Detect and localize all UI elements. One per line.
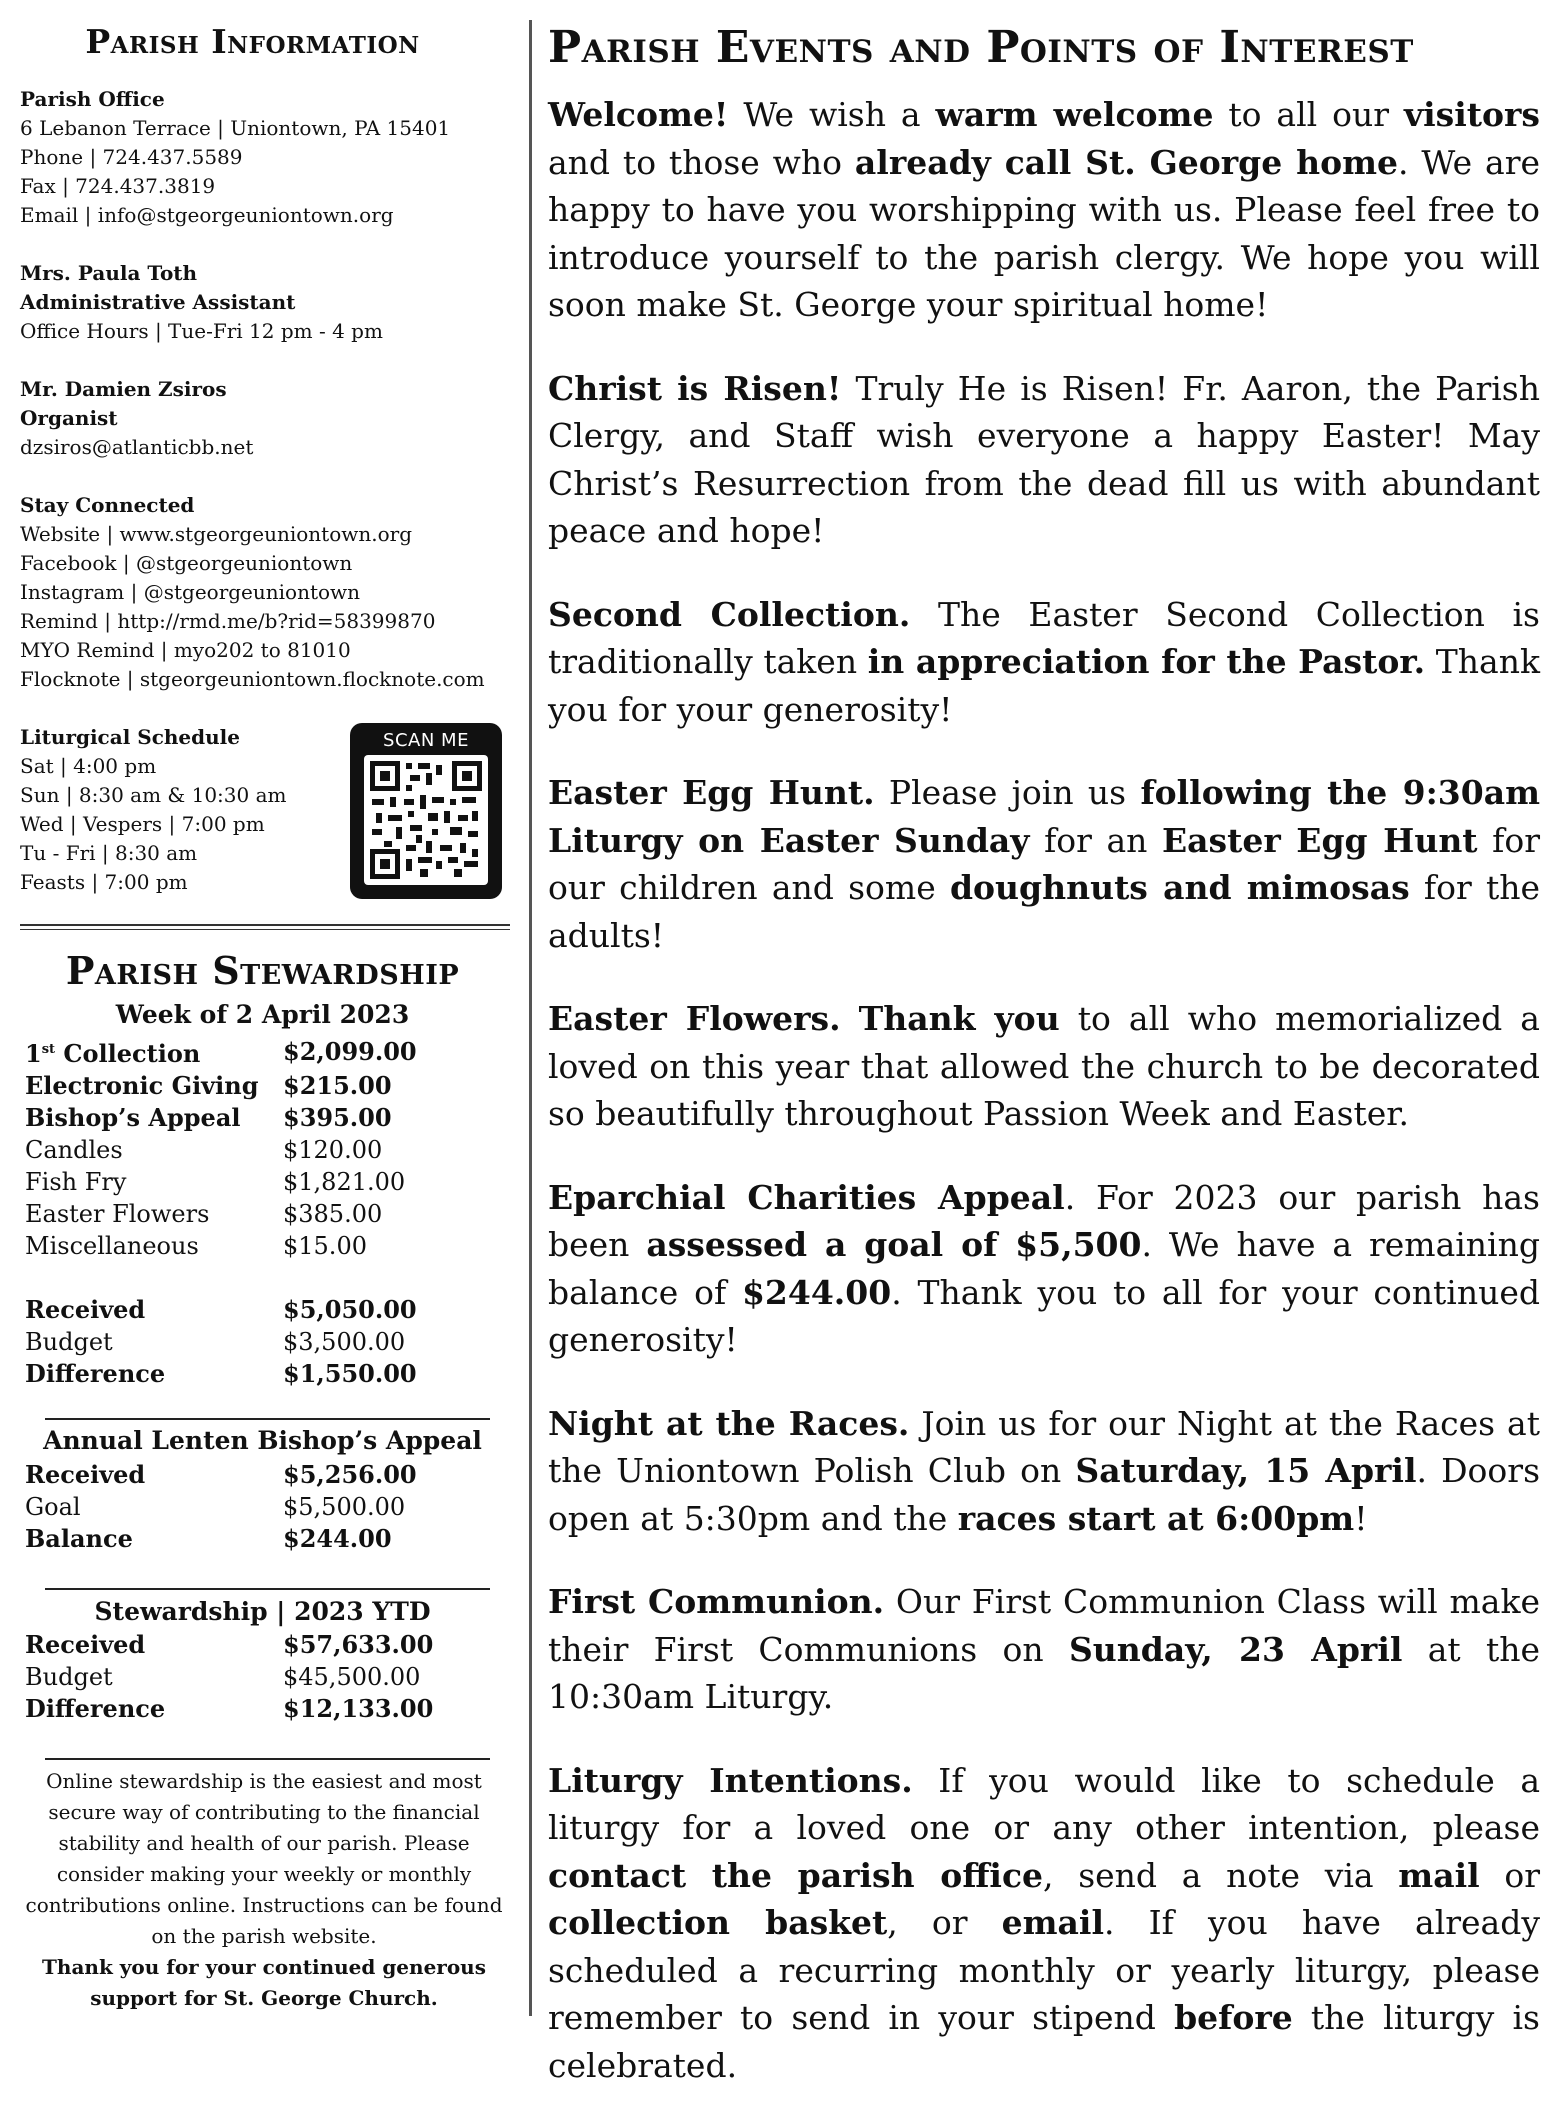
event-text: Truly He is Risen! Fr. Aaron, the Parish Clergy, and Staff wish everyone a happy Easter! May Christ’s Resurrection from the dead fill us with abundant peace and hope!	[548, 368, 1540, 550]
table-row	[25, 1198, 417, 1230]
event-emphasis: following the 9:30am Liturgy on Easter Sunday	[548, 773, 1540, 860]
event-text: the liturgy is celebrated.	[548, 1998, 1540, 2085]
event-emphasis: mail	[1398, 1855, 1480, 1895]
event-text: If you would like to schedule a liturgy for a loved one or any other intention, please	[548, 1760, 1540, 1847]
schedule-feasts: Feasts | 7:00 pm	[20, 870, 188, 894]
myo-remind: MYO Remind | myo202 to 81010	[20, 638, 351, 662]
remind-link[interactable]: Remind | http://rmd.me/b?rid=58399870	[20, 609, 436, 633]
ytd-table	[25, 1629, 433, 1725]
lenten-amount: $5,256.00	[283, 1460, 417, 1489]
collection-label: 1st Collection	[25, 1039, 201, 1068]
thanks-note: Thank you for your continued generous support for St. George Church.	[42, 1955, 486, 2010]
parish-office-block	[20, 85, 505, 230]
event-emphasis: Saturday, 15 April	[1075, 1451, 1417, 1490]
collection-label: Miscellaneous	[25, 1232, 199, 1260]
table-row	[25, 1358, 417, 1390]
office-hours: Office Hours | Tue-Fri 12 pm - 4 pm	[20, 319, 383, 343]
event-text: at the 10:30am Liturgy.	[548, 1629, 1540, 1716]
parish-office-heading: Parish Office	[20, 87, 165, 111]
total-label: Difference	[25, 1359, 166, 1388]
table-row	[25, 1326, 417, 1358]
ytd-amount: $57,633.00	[283, 1630, 434, 1659]
event-text: for our children and some	[548, 820, 1540, 907]
liturgical-schedule-block	[20, 723, 505, 897]
event-emphasis: Welcome!	[548, 95, 729, 134]
event-emphasis: Easter Egg Hunt.	[548, 773, 875, 812]
collection-label: Candles	[25, 1136, 123, 1164]
event-text: to all our	[1213, 95, 1404, 134]
divider	[45, 1588, 490, 1590]
parish-information	[20, 22, 505, 926]
collection-label: Easter Flowers	[25, 1200, 210, 1228]
organist-role: Organist	[20, 406, 118, 430]
table-row	[25, 1134, 417, 1166]
event-paragraph	[548, 995, 1540, 1138]
lenten-label: Balance	[25, 1524, 133, 1553]
website-link[interactable]: Website | www.stgeorgeuniontown.org	[20, 522, 412, 546]
lenten-appeal-title: Annual Lenten Bishop’s Appeal	[43, 1426, 482, 1455]
event-text: . If you have already scheduled a recurring monthly or yearly liturgy, please remember to send in your stipend	[548, 1903, 1540, 2037]
lenten-amount: $5,500.00	[283, 1493, 406, 1521]
stay-connected-heading: Stay Connected	[20, 493, 195, 517]
table-row	[25, 1102, 417, 1134]
collection-amount: $120.00	[283, 1136, 383, 1164]
table-row	[25, 1629, 433, 1661]
event-text: and to those who	[548, 142, 855, 182]
event-text: , send a note via	[1043, 1855, 1399, 1895]
event-text: The Easter Second Collection is traditionally taken	[548, 594, 1540, 681]
facebook-link[interactable]: Facebook | @stgeorgeuniontown	[20, 551, 353, 575]
table-row	[25, 1034, 417, 1070]
event-paragraph	[548, 365, 1540, 555]
divider	[45, 1758, 490, 1760]
total-label: Budget	[25, 1328, 113, 1356]
total-label: Received	[25, 1295, 146, 1324]
event-text: Please join us	[874, 773, 1141, 812]
weekly-collections-table	[25, 1034, 417, 1390]
table-row	[25, 1523, 417, 1555]
event-emphasis: Night at the Races.	[548, 1403, 910, 1443]
ytd-title: Stewardship | 2023 YTD	[94, 1597, 431, 1626]
event-emphasis: Easter Flowers.	[548, 999, 841, 1038]
event-text: . We have a remaining balance of	[548, 1225, 1540, 1312]
table-row	[25, 1661, 433, 1693]
divider	[45, 1418, 490, 1420]
event-text: , or	[887, 1903, 1002, 1942]
lenten-label: Received	[25, 1460, 146, 1489]
event-paragraph	[548, 1757, 1540, 2090]
parish-email[interactable]: Email | info@stgeorgeuniontown.org	[20, 203, 394, 227]
event-text: !	[1354, 1498, 1368, 1538]
event-emphasis: Thank you	[858, 999, 1060, 1038]
ytd-amount: $45,500.00	[283, 1663, 421, 1691]
event-text: . For 2023 our parish has been	[548, 1177, 1540, 1264]
event-text: . Doors open at 5:30pm and the	[548, 1451, 1540, 1538]
online-note-text: Online stewardship is the easiest and most secure way of contributing to the financial stability and health of our parish. Please consider making your weekly or monthly contributions online. Instructions can be found on the parish website.	[25, 1769, 503, 1948]
schedule-wed: Wed | Vespers | 7:00 pm	[20, 812, 265, 836]
parish-info-title: Parish Information	[85, 22, 420, 61]
event-emphasis: Easter Egg Hunt	[1161, 820, 1478, 860]
lenten-appeal-table	[25, 1459, 417, 1555]
event-paragraph	[548, 769, 1540, 959]
event-emphasis: Second Collection.	[548, 594, 911, 634]
online-stewardship-note	[25, 1766, 503, 2014]
collection-amount: $1,821.00	[283, 1168, 406, 1196]
event-emphasis: warm welcome	[935, 95, 1214, 134]
event-text: to all who memorialized a loved on this year that allowed the church to be decorated so beautifully throughout Passion Week and Easter.	[548, 999, 1540, 1133]
ytd-amount: $12,133.00	[283, 1694, 434, 1723]
event-text: We wish a	[728, 95, 936, 134]
event-text: . We are happy to have you worshipping with us. Please feel free to introduce yourself to the parish clergy. We hope you will soon make St. George your spiritual home!	[548, 142, 1540, 324]
instagram-link[interactable]: Instagram | @stgeorgeuniontown	[20, 580, 361, 604]
lenten-amount: $244.00	[283, 1524, 392, 1553]
event-emphasis: Christ is Risen!	[548, 368, 842, 408]
qr-pattern	[370, 761, 482, 879]
qr-code-icon	[364, 755, 488, 885]
total-amount: $5,050.00	[283, 1295, 417, 1324]
event-text: for the adults!	[548, 868, 1540, 955]
assistant-role: Administrative Assistant	[20, 290, 296, 314]
table-row	[25, 1230, 417, 1262]
organist-email[interactable]: dzsiros@atlanticbb.net	[20, 435, 254, 459]
event-emphasis: assessed a goal of $5,500	[646, 1225, 1142, 1264]
schedule-heading: Liturgical Schedule	[20, 725, 240, 749]
event-emphasis: Liturgy Intentions.	[548, 1760, 913, 1800]
assistant-name: Mrs. Paula Toth	[20, 261, 198, 285]
event-emphasis: First Communion.	[548, 1582, 885, 1621]
schedule-tu-fri: Tu - Fri | 8:30 am	[20, 841, 198, 865]
event-text: or	[1479, 1855, 1540, 1895]
event-emphasis: already call St. George home	[854, 142, 1399, 182]
table-row	[25, 1459, 417, 1491]
total-amount: $1,550.00	[283, 1359, 417, 1388]
event-text	[841, 999, 859, 1038]
ytd-label: Received	[25, 1630, 146, 1659]
event-paragraph	[548, 91, 1540, 329]
collection-label: Bishop’s Appeal	[25, 1103, 241, 1132]
event-text: . Thank you to all for your continued generosity!	[548, 1272, 1540, 1359]
lenten-label: Goal	[25, 1493, 81, 1521]
event-emphasis: before	[1174, 1998, 1293, 2037]
parish-address: 6 Lebanon Terrace | Uniontown, PA 15401	[20, 116, 451, 140]
stewardship-week: Week of 2 April 2023	[115, 1000, 410, 1029]
table-row	[25, 1693, 433, 1725]
flocknote-link[interactable]: Flocknote | stgeorgeuniontown.flocknote.com	[20, 667, 485, 691]
event-emphasis: collection basket	[548, 1903, 888, 1942]
collection-amount: $215.00	[283, 1071, 392, 1100]
table-row	[25, 1491, 417, 1523]
event-emphasis: visitors	[1403, 95, 1540, 134]
collection-amount: $395.00	[283, 1103, 392, 1132]
event-emphasis: Sunday, 23 April	[1068, 1629, 1403, 1669]
event-emphasis: in appreciation for the Pastor.	[867, 642, 1426, 681]
stay-connected-block	[20, 491, 505, 694]
event-text: Thank you for your generosity!	[548, 642, 1540, 729]
table-row	[25, 1166, 417, 1198]
event-paragraph	[548, 1174, 1540, 1364]
total-amount: $3,500.00	[283, 1328, 406, 1356]
organist-block	[20, 375, 505, 462]
divider	[20, 929, 510, 930]
divider	[20, 924, 510, 926]
event-emphasis: races start at 6:00pm	[957, 1498, 1355, 1538]
table-row	[25, 1294, 417, 1326]
event-emphasis: doughnuts and mimosas	[949, 868, 1410, 907]
ytd-label: Budget	[25, 1663, 113, 1691]
event-emphasis: Eparchial Charities Appeal	[548, 1177, 1065, 1217]
assistant-block	[20, 259, 505, 346]
parish-fax: Fax | 724.437.3819	[20, 174, 216, 198]
schedule-sat: Sat | 4:00 pm	[20, 754, 157, 778]
stewardship-title: Parish Stewardship	[65, 948, 460, 993]
events-title: Parish Events and Points of Interest	[548, 22, 1414, 73]
events-list	[548, 91, 1540, 2089]
event-text: Our First Communion Class will make their First Communions on	[548, 1582, 1540, 1669]
collection-amount: $385.00	[283, 1200, 383, 1228]
qr-code[interactable]	[350, 723, 502, 899]
collection-label: Fish Fry	[25, 1168, 127, 1196]
event-emphasis: contact the parish office	[548, 1855, 1044, 1895]
collection-label: Electronic Giving	[25, 1071, 259, 1100]
event-paragraph	[548, 591, 1540, 734]
event-text: for an	[1029, 820, 1162, 860]
spacer-row	[25, 1262, 417, 1294]
column-divider	[529, 20, 532, 2016]
event-paragraph	[548, 1578, 1540, 1721]
table-row	[25, 1070, 417, 1102]
collection-amount: $2,099.00	[283, 1037, 417, 1066]
organist-name: Mr. Damien Zsiros	[20, 377, 227, 401]
parish-phone: Phone | 724.437.5589	[20, 145, 243, 169]
event-paragraph	[548, 1400, 1540, 1543]
collection-amount: $15.00	[283, 1232, 367, 1260]
event-emphasis: email	[1001, 1903, 1105, 1942]
events-column	[548, 22, 1540, 2125]
schedule-sun: Sun | 8:30 am & 10:30 am	[20, 783, 287, 807]
ytd-label: Difference	[25, 1694, 166, 1723]
qr-label: SCAN ME	[383, 730, 469, 751]
event-emphasis: $244.00	[741, 1272, 892, 1312]
event-text: Join us for our Night at the Races at the Uniontown Polish Club on	[548, 1403, 1540, 1490]
